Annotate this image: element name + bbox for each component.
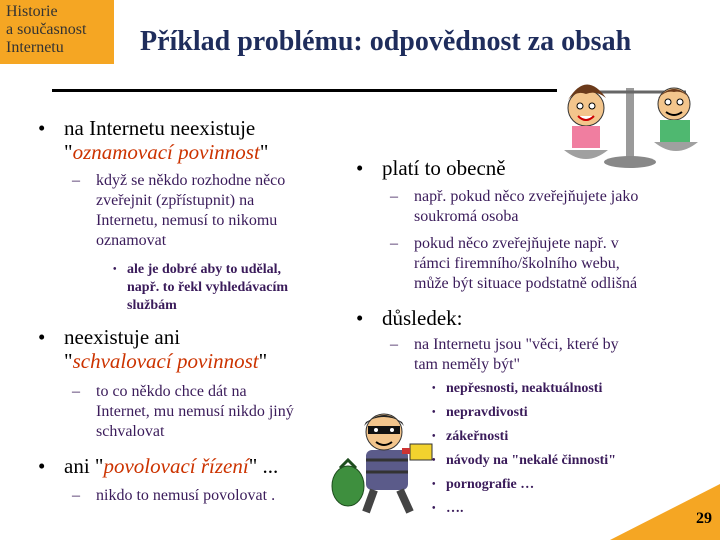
dash-icon: – bbox=[72, 383, 80, 400]
list-item: • pornografie … bbox=[432, 477, 535, 492]
dash-icon: – bbox=[390, 188, 398, 205]
bullet-permit-procedure: • ani "povolovací řízení" ... bbox=[38, 454, 279, 478]
dash-icon: – bbox=[72, 172, 80, 189]
sub-bullet-notification: – když se někdo rozhodne něco zveřejnit (zpřístupnit) na Internetu, nemusí to nikomu oznamovat bbox=[72, 172, 286, 249]
sub-bullet-permit: – nikdo to nemusí povolovat . bbox=[72, 487, 276, 504]
bullet-dot-icon: • bbox=[432, 407, 436, 418]
list-item: • …. bbox=[432, 501, 464, 516]
consequence-list bbox=[432, 380, 616, 524]
bullet-consequence: • důsledek: bbox=[356, 306, 463, 330]
dash-icon: – bbox=[390, 235, 398, 252]
bullet-dot-icon: • bbox=[38, 116, 46, 140]
sub-bullet-private-person: – např. pokud něco zveřejňujete jako soukromá osoba bbox=[390, 188, 639, 225]
bullet-dot-icon: • bbox=[432, 383, 436, 394]
sub-bullet-company-web: – pokud něco zveřejňujete např. v rámci firemního/školního webu, může být situace podstatně odlišná bbox=[390, 235, 638, 292]
bullet-dot-icon: • bbox=[356, 156, 364, 180]
course-logo-text bbox=[6, 3, 86, 57]
bullet-dot-icon: • bbox=[432, 503, 436, 514]
logo-line: Internetu bbox=[6, 39, 64, 56]
bullet-dot-icon: • bbox=[432, 431, 436, 442]
logo-line: a současnost bbox=[6, 21, 87, 38]
sub-bullet-approval: – to co někdo chce dát na Internet, mu nemusí nikdo jiný schvalovat bbox=[72, 383, 294, 440]
list-item: • nepřesnosti, neaktuálnosti bbox=[432, 381, 603, 396]
sub-bullet-unwanted-things: – na Internetu jsou "věci, které by tam neměly být" bbox=[390, 336, 619, 373]
bullet-dot-icon: • bbox=[432, 479, 436, 490]
bullet-notification-duty: • na Internetu neexistuje "oznamovací povinnost" bbox=[38, 116, 269, 164]
list-item: • zákeřnosti bbox=[432, 429, 509, 444]
slide-title: Příklad problému: odpovědnost za obsah bbox=[140, 26, 632, 57]
burglar-clipart-icon bbox=[326, 404, 436, 516]
bullet-dot-icon: • bbox=[432, 455, 436, 466]
title-underline bbox=[52, 89, 557, 92]
balance-scales-clipart-icon bbox=[556, 70, 706, 170]
page-number: 29 bbox=[696, 510, 712, 527]
bullet-dot-icon: • bbox=[38, 325, 46, 349]
dash-icon: – bbox=[72, 487, 80, 504]
bullet-applies-generally: • platí to obecně bbox=[356, 156, 506, 180]
bullet-dot-icon: • bbox=[38, 454, 46, 478]
list-item: • návody na "nekalé činnosti" bbox=[432, 453, 616, 468]
subsub-bullet-search-services: • ale je dobré aby to udělal, např. to řekl vyhledávacím službám bbox=[113, 262, 288, 313]
list-item: • nepravdivosti bbox=[432, 405, 528, 420]
bullet-dot-icon: • bbox=[113, 264, 117, 275]
bullet-dot-icon: • bbox=[356, 306, 364, 330]
logo-line: Historie bbox=[6, 3, 58, 20]
bullet-approval-duty: • neexistuje ani "schvalovací povinnost" bbox=[38, 325, 268, 373]
dash-icon: – bbox=[390, 336, 398, 353]
